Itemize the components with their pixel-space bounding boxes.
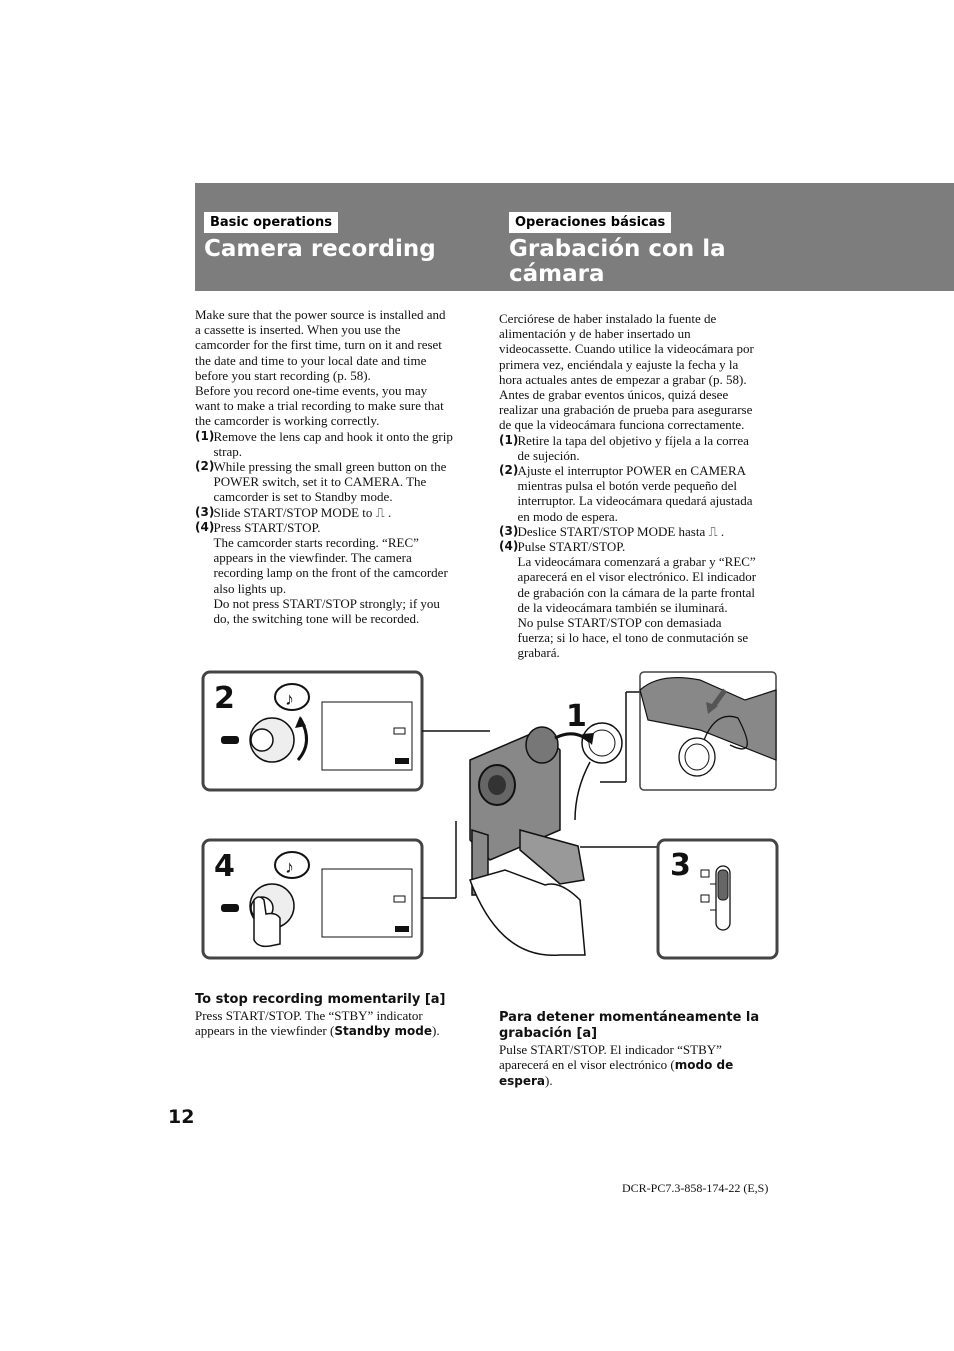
panel-number: 2 [214, 681, 235, 716]
intro-line: a cassette is inserted. When you use the [195, 322, 401, 338]
step-line: Ajuste el interruptor POWER en CAMERA [517, 463, 747, 479]
step-4 [195, 520, 485, 626]
intro-line: before you start recording (p. 58). [195, 367, 371, 383]
step-line: While pressing the small green button on the [213, 459, 447, 475]
section-heading: Para detener momentáneamente la [499, 1010, 760, 1025]
step-number: (4) [499, 539, 519, 554]
step-line: de sujeción. [517, 447, 580, 463]
camcorder-drawing [422, 692, 657, 955]
lamp-icon [221, 736, 239, 744]
body-line [499, 1057, 789, 1073]
step-line: de grabación con la cámara de la parte frontal [517, 584, 755, 600]
panel-number: 3 [670, 848, 691, 883]
step-line: do, the switching tone will be recorded. [213, 611, 420, 627]
step-3 [195, 505, 485, 520]
step-line: recording lamp on the front of the camcorder [213, 565, 448, 581]
panel-step-3 [658, 840, 777, 958]
step-line: also lights up. [213, 580, 287, 596]
intro-line: Make sure that the power source is installed and [195, 307, 446, 322]
panel-number: 1 [566, 699, 587, 734]
section-tag-es: Operaciones básicas [509, 212, 671, 233]
intro-line: videocassette. Cuando utilice la videocámara por [499, 341, 754, 357]
step-1 [195, 429, 485, 459]
spanish-column [499, 311, 789, 661]
page-title-es-line2: cámara [509, 261, 605, 287]
step-number: (2) [499, 463, 519, 478]
paso-2 [499, 463, 789, 524]
panel-step-4 [203, 840, 422, 958]
intro-line: the camcorder is working correctly. [195, 413, 380, 429]
step-line: aparecerá en el visor electrónico. El indicador [517, 569, 757, 585]
intro-line: primera vez, enciéndala y eajuste la fecha y la [499, 356, 739, 372]
body-text: aparecerá en el visor electrónico ( [499, 1057, 675, 1073]
paso-1 [499, 433, 789, 463]
step-line: Pulse START/STOP. [517, 539, 626, 555]
music-note-icon: ♪ [285, 689, 294, 709]
step-line: fuerza; si lo hace, el tono de conmutación se [517, 630, 749, 646]
step-2 [195, 459, 485, 505]
panel-step-1-detail [640, 672, 776, 790]
page-title-en: Camera recording [204, 236, 436, 262]
intro-line: hora actuales antes de empezar a grabar (p. 58). [499, 371, 747, 387]
intro-line: Cerciórese de haber instalado la fuente de [499, 311, 717, 326]
step-number: (1) [195, 428, 215, 443]
english-column [195, 307, 485, 626]
body-line [499, 1073, 789, 1089]
lamp-icon [221, 904, 239, 912]
intro-line: de que la videocámara funciona correctamente. [499, 417, 745, 433]
emphasis-text: espera [499, 1074, 546, 1089]
page-title-es [509, 237, 726, 287]
step-line: Retire la tapa del objetivo y fíjela a la correa [517, 432, 749, 448]
stop-section-es [499, 1010, 789, 1090]
page-number: 12 [168, 1106, 195, 1128]
step-line: en modo de espera. [517, 508, 618, 524]
step-number: (4) [195, 519, 215, 534]
stop-section-en [195, 992, 485, 1039]
section-heading: To stop recording momentarily [a] [195, 992, 446, 1007]
step-line: The camcorder starts recording. “REC” [213, 535, 419, 551]
step-line: Remove the lens cap and hook it onto the grip [213, 428, 453, 444]
step-number: (3) [499, 523, 519, 538]
intro-line: camcorder for the first time, turn on it and reset [195, 337, 442, 353]
step-line: de la videocámara también se iluminará. [517, 599, 728, 615]
page-title-es-line1: Grabación con la [509, 236, 726, 262]
section-heading: grabación [a] [499, 1026, 598, 1041]
step-number: (1) [499, 432, 519, 447]
music-note-icon: ♪ [285, 857, 294, 877]
paso-4 [499, 539, 789, 661]
step-line: Do not press START/STOP strongly; if you [213, 595, 440, 611]
panel-number: 4 [214, 849, 235, 884]
emphasis-text: modo de [674, 1058, 734, 1073]
step-number: (3) [195, 504, 215, 519]
step-line: POWER switch, set it to CAMERA. The [213, 474, 427, 490]
step-line: camcorder is set to Standby mode. [213, 489, 393, 505]
body-text: ). [432, 1023, 440, 1039]
step-line: Deslice START/STOP MODE hasta ⎍ . [517, 523, 725, 539]
step-line: La videocámara comenzará a grabar y “REC” [517, 554, 756, 570]
step-line: appears in the viewfinder. The camera [213, 550, 412, 566]
step-line: mientras pulsa el botón verde pequeño del [517, 478, 737, 494]
step-line: strap. [213, 443, 243, 459]
document-code: DCR-PC7.3-858-174-22 (E,S) [622, 1181, 769, 1195]
intro-line: realizar una grabación de prueba para asegurarse [499, 402, 753, 418]
step-line: interruptor. La videocámara quedará ajustada [517, 493, 753, 509]
paso-3 [499, 524, 789, 539]
step-number: (2) [195, 459, 215, 474]
body-line: Pulse START/STOP. El indicador “STBY” [499, 1042, 722, 1057]
intro-line: want to make a trial recording to make sure that [195, 398, 444, 414]
body-line: Press START/STOP. The “STBY” indicator [195, 1008, 423, 1023]
step-line: grabará. [517, 645, 560, 661]
step-line: Slide START/STOP MODE to ⎍ . [213, 504, 392, 520]
intro-line: Before you record one-time events, you may [195, 383, 428, 399]
section-tag-en: Basic operations [204, 212, 338, 233]
step-line: Press START/STOP. [213, 519, 321, 535]
panel-step-2 [203, 672, 422, 790]
recording-steps-illustration [195, 665, 785, 965]
lens-cap-icon [582, 723, 622, 763]
emphasis-text: Standby mode [334, 1024, 433, 1039]
step-line: No pulse START/STOP con demasiada [517, 615, 722, 631]
body-text: appears in the viewfinder ( [195, 1023, 335, 1039]
intro-line: alimentación y de haber insertado un [499, 326, 691, 342]
body-line [195, 1023, 485, 1039]
intro-line: the date and time to your local date and time [195, 352, 427, 368]
body-text: ). [545, 1073, 553, 1089]
intro-line: Antes de grabar eventos únicos, quizá desee [499, 387, 729, 403]
